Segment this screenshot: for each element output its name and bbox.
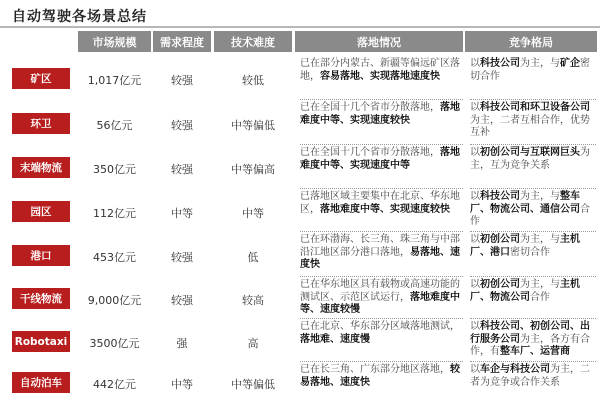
market-size-cell: 112亿元	[93, 207, 136, 220]
market-size-cell: 442亿元	[93, 378, 136, 391]
row-divider	[470, 318, 596, 319]
deployment-status-cell	[300, 102, 464, 127]
scenario-label: 环卫	[12, 113, 70, 134]
competition-cell	[470, 321, 596, 359]
deployment-status-cell	[300, 191, 464, 216]
plain-text: 已在长三角、广东部分地区落地，	[300, 364, 450, 375]
scenario-label: 园区	[12, 201, 70, 222]
emphasis-text: 落地难、速度慢	[300, 333, 370, 345]
emphasis-text: 主机厂、物流公司	[470, 279, 580, 303]
plain-text: 以	[470, 102, 480, 113]
plain-text: 合作	[530, 291, 550, 303]
plain-text: 已在华东地区具有载物或高速功能的测试区、示范区试运行，	[300, 279, 460, 303]
emphasis-text: 车企与科技公司	[480, 364, 550, 375]
header-market-size: 市场规模	[78, 31, 151, 52]
competition-cell	[470, 58, 596, 83]
plain-text: 为主，与	[520, 234, 560, 245]
market-size-cell: 56亿元	[96, 119, 133, 132]
table-row	[0, 363, 600, 403]
table-row	[0, 190, 600, 233]
plain-text: 以	[470, 58, 480, 69]
table-row	[0, 57, 600, 101]
table-row	[0, 278, 600, 320]
plain-text: 合作	[470, 203, 590, 227]
deployment-status-cell	[300, 58, 464, 83]
emphasis-text: 较易落地、速度快	[300, 364, 460, 388]
difficulty-cell: 中等偏低	[231, 119, 275, 132]
deployment-status-cell	[300, 234, 464, 272]
demand-cell: 较强	[171, 163, 193, 176]
title-divider	[0, 26, 600, 28]
row-divider	[470, 231, 596, 232]
table-row	[0, 146, 600, 190]
plain-text: 为主，与	[520, 58, 560, 69]
deployment-status-cell	[300, 364, 464, 389]
competition-cell	[470, 102, 596, 140]
emphasis-text: 初创公司	[480, 279, 520, 290]
competition-cell	[470, 279, 596, 304]
plain-text: 以	[470, 234, 480, 245]
difficulty-cell: 中等	[242, 207, 264, 220]
emphasis-text: 落地难度中等、实现速度中等	[300, 147, 460, 171]
plain-text: 以	[470, 321, 480, 332]
row-divider	[300, 188, 463, 189]
scenario-label: 港口	[12, 245, 70, 266]
plain-text: 以	[470, 279, 480, 290]
plain-text: 已在北京、华东部分区域落地测试，	[300, 321, 460, 332]
deployment-status-cell	[300, 147, 464, 172]
table-row	[0, 101, 600, 146]
emphasis-text: 科技公司、初创公司、出行服务公司	[470, 321, 590, 345]
difficulty-cell: 较高	[242, 294, 264, 307]
row-divider	[470, 276, 596, 277]
row-divider	[470, 188, 596, 189]
scenario-label: 干线物流	[12, 288, 70, 309]
plain-text: 为主，互为竞争关系	[470, 147, 590, 171]
demand-cell: 较强	[171, 74, 193, 87]
row-divider	[300, 231, 463, 232]
header-tech-difficulty: 技术难度	[214, 31, 292, 52]
plain-text: 以	[470, 191, 480, 202]
plain-text: 已落地区域主要集中在北京、华东地区，	[300, 191, 460, 215]
difficulty-cell: 低	[247, 251, 259, 264]
emphasis-text: 落地难度中等、实现速度较快	[300, 102, 460, 126]
deployment-status-cell	[300, 279, 464, 317]
plain-text: 密切合作	[510, 246, 550, 258]
competition-cell	[470, 234, 596, 259]
emphasis-text: 易落地、速度快	[300, 246, 460, 270]
plain-text: 以	[470, 147, 480, 158]
emphasis-text: 初创公司	[480, 234, 520, 245]
plain-text: 为主，各方有合作，有	[470, 333, 590, 357]
plain-text: 已在全国十几个省市分散落地，	[300, 147, 440, 158]
market-size-cell: 9,000亿元	[87, 294, 142, 307]
scenario-label: Robotaxi	[12, 331, 70, 352]
row-divider	[470, 144, 596, 145]
scenario-label: 矿区	[12, 68, 70, 89]
difficulty-cell: 较低	[242, 74, 264, 87]
demand-cell: 较强	[171, 119, 193, 132]
table-row	[0, 320, 600, 363]
row-divider	[300, 276, 463, 277]
scenario-label: 自动泊车	[12, 372, 70, 393]
row-divider	[470, 361, 596, 362]
header-demand: 需求程度	[153, 31, 211, 52]
row-divider	[470, 99, 596, 100]
difficulty-cell: 高	[247, 337, 259, 350]
row-divider	[300, 144, 463, 145]
emphasis-text: 科技公司和环卫设备公司	[480, 102, 590, 113]
emphasis-text: 科技公司	[480, 191, 520, 202]
demand-cell: 较强	[171, 251, 193, 264]
emphasis-text: 矿企	[560, 58, 580, 69]
emphasis-text: 整车厂、运营商	[500, 346, 570, 357]
deployment-status-cell	[300, 321, 464, 346]
plain-text: 已在全国十几个省市分散落地，	[300, 102, 440, 113]
market-size-cell: 453亿元	[93, 251, 136, 264]
page-title: 自动驾驶各场景总结	[12, 9, 147, 25]
competition-cell	[470, 364, 596, 389]
table-row	[0, 233, 600, 278]
plain-text: 已在环渤海、长三角、珠三角与中部沿江地区部分港口落地，	[300, 234, 460, 258]
emphasis-text: 落地难度中等、速度较慢	[300, 291, 460, 315]
emphasis-text: 落地难度中等、实现速度较快	[320, 203, 450, 215]
plain-text: 以	[470, 364, 480, 375]
competition-cell	[470, 191, 596, 229]
difficulty-cell: 中等偏高	[231, 163, 275, 176]
scenario-label: 末端物流	[12, 157, 70, 178]
plain-text: 为主，与	[520, 279, 560, 290]
plain-text: 密切合作	[470, 58, 590, 82]
plain-text: 为主，二者为竞争或合作关系	[470, 364, 590, 388]
market-size-cell: 350亿元	[93, 163, 136, 176]
difficulty-cell: 中等偏低	[231, 378, 275, 391]
plain-text: 为主，二者互相合作，优势互补	[470, 114, 590, 138]
market-size-cell: 3500亿元	[89, 337, 140, 350]
competition-cell	[470, 147, 596, 172]
emphasis-text: 主机厂、港口	[470, 234, 580, 258]
market-size-cell: 1,017亿元	[87, 74, 142, 87]
demand-cell: 强	[176, 337, 188, 350]
demand-cell: 中等	[171, 207, 193, 220]
emphasis-text: 整车厂、物流公司、通信公司	[470, 191, 580, 215]
emphasis-text: 容易落地、实现落地速度快	[320, 70, 440, 82]
row-divider	[300, 318, 463, 319]
plain-text: 已在部分内蒙古、新疆等偏远矿区落地，	[300, 58, 460, 82]
header-deployment-status: 落地情况	[295, 31, 463, 52]
plain-text: 为主，与	[520, 191, 560, 202]
row-divider	[300, 99, 463, 100]
emphasis-text: 科技公司	[480, 58, 520, 69]
demand-cell: 中等	[171, 378, 193, 391]
emphasis-text: 初创公司与互联网巨头	[480, 147, 580, 158]
demand-cell: 较强	[171, 294, 193, 307]
row-divider	[300, 361, 463, 362]
header-competition: 竞争格局	[465, 31, 597, 52]
